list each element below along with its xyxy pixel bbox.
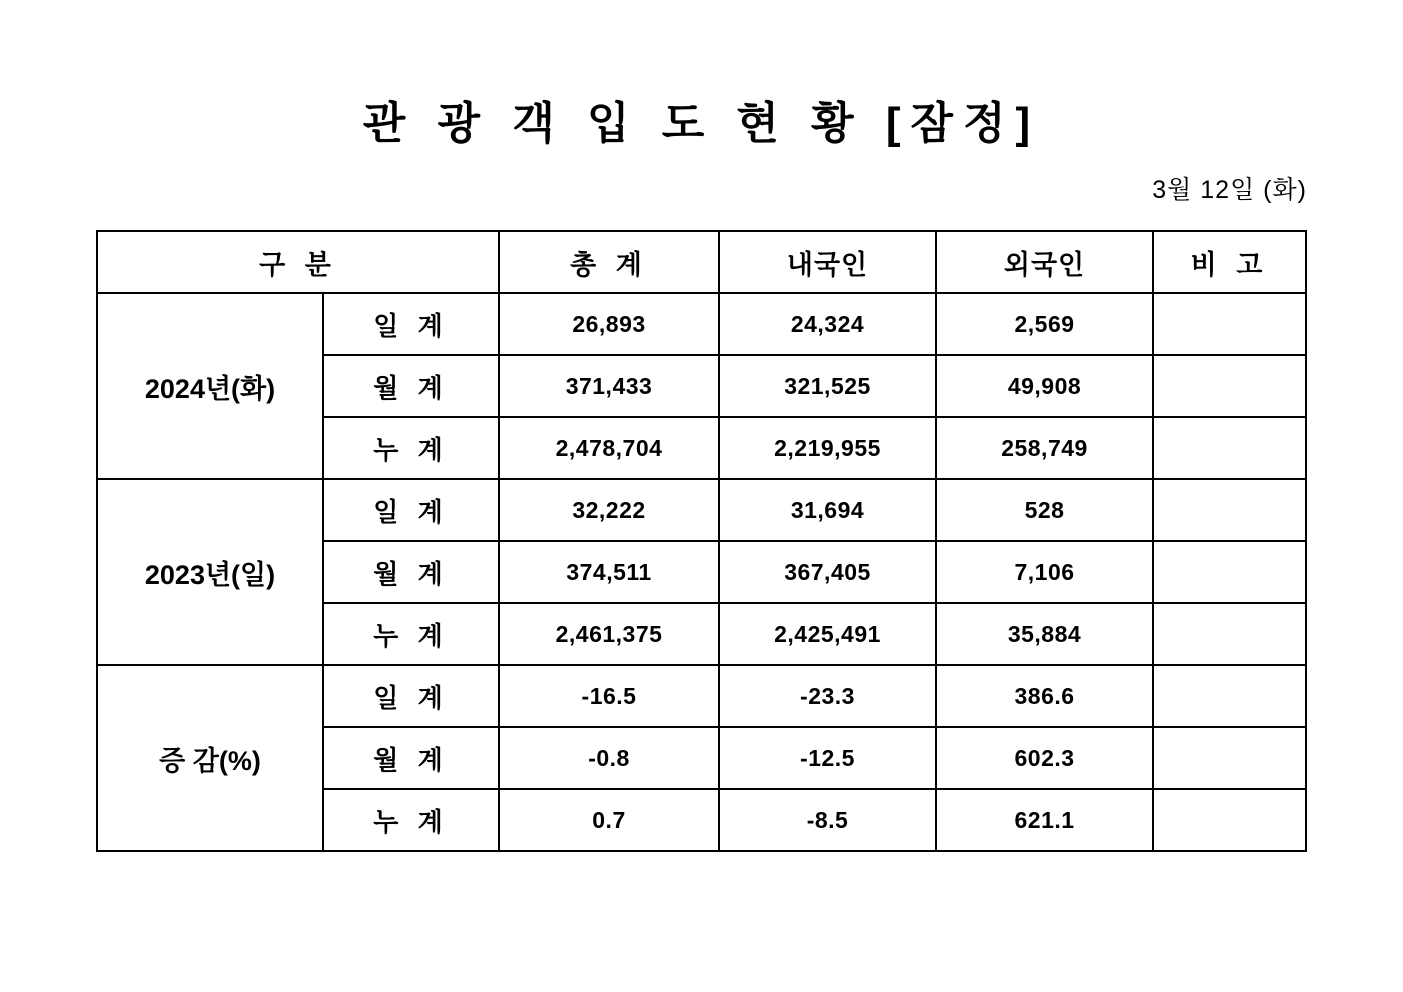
- row-sub-label: 누 계: [323, 417, 499, 479]
- date-note: 3월 12일 (화): [1152, 176, 1307, 205]
- row-group-label-2024: 2024년(화): [97, 293, 323, 479]
- row-sub-label: 누 계: [323, 789, 499, 851]
- column-header-foreign: 외국인: [936, 231, 1153, 293]
- table-row: [97, 293, 1306, 355]
- row-sub-label: 일 계: [323, 665, 499, 727]
- cell-remark: [1153, 665, 1306, 727]
- cell-remark: [1153, 417, 1306, 479]
- column-header-total: 총 계: [499, 231, 719, 293]
- cell-total: 32,222: [499, 479, 719, 541]
- cell-domestic: 2,425,491: [719, 603, 936, 665]
- cell-foreign: 2,569: [936, 293, 1153, 355]
- cell-domestic: 24,324: [719, 293, 936, 355]
- cell-foreign: 528: [936, 479, 1153, 541]
- cell-domestic: -12.5: [719, 727, 936, 789]
- row-sub-label: 누 계: [323, 603, 499, 665]
- cell-foreign: 49,908: [936, 355, 1153, 417]
- cell-domestic: 321,525: [719, 355, 936, 417]
- table-row: [97, 479, 1306, 541]
- cell-total: 371,433: [499, 355, 719, 417]
- cell-domestic: -8.5: [719, 789, 936, 851]
- cell-total: 2,478,704: [499, 417, 719, 479]
- cell-remark: [1153, 293, 1306, 355]
- row-sub-label: 월 계: [323, 727, 499, 789]
- cell-remark: [1153, 541, 1306, 603]
- cell-remark: [1153, 479, 1306, 541]
- header-row: [97, 231, 1306, 293]
- row-sub-label: 월 계: [323, 541, 499, 603]
- cell-foreign: 602.3: [936, 727, 1153, 789]
- table-row: [97, 665, 1306, 727]
- cell-domestic: 367,405: [719, 541, 936, 603]
- cell-remark: [1153, 355, 1306, 417]
- column-header-domestic: 내국인: [719, 231, 936, 293]
- cell-total: 26,893: [499, 293, 719, 355]
- cell-remark: [1153, 789, 1306, 851]
- cell-foreign: 621.1: [936, 789, 1153, 851]
- table-body: [97, 293, 1306, 851]
- table-container: [0, 206, 1403, 852]
- cell-total: 0.7: [499, 789, 719, 851]
- cell-domestic: 2,219,955: [719, 417, 936, 479]
- cell-total: 374,511: [499, 541, 719, 603]
- cell-foreign: 35,884: [936, 603, 1153, 665]
- column-header-category: 구 분: [97, 231, 499, 293]
- row-sub-label: 일 계: [323, 293, 499, 355]
- cell-total: -0.8: [499, 727, 719, 789]
- cell-remark: [1153, 603, 1306, 665]
- table-header: [97, 231, 1306, 293]
- cell-total: 2,461,375: [499, 603, 719, 665]
- column-header-remark: 비 고: [1153, 231, 1306, 293]
- cell-remark: [1153, 727, 1306, 789]
- cell-foreign: 258,749: [936, 417, 1153, 479]
- row-group-label-2023: 2023년(일): [97, 479, 323, 665]
- row-sub-label: 월 계: [323, 355, 499, 417]
- cell-foreign: 386.6: [936, 665, 1153, 727]
- tourist-arrivals-table: [96, 230, 1307, 852]
- cell-domestic: 31,694: [719, 479, 936, 541]
- cell-total: -16.5: [499, 665, 719, 727]
- page-title: 관 광 객 입 도 현 황 [잠정]: [362, 99, 1041, 148]
- row-group-label-change: 증 감(%): [97, 665, 323, 851]
- cell-foreign: 7,106: [936, 541, 1153, 603]
- row-sub-label: 일 계: [323, 479, 499, 541]
- cell-domestic: -23.3: [719, 665, 936, 727]
